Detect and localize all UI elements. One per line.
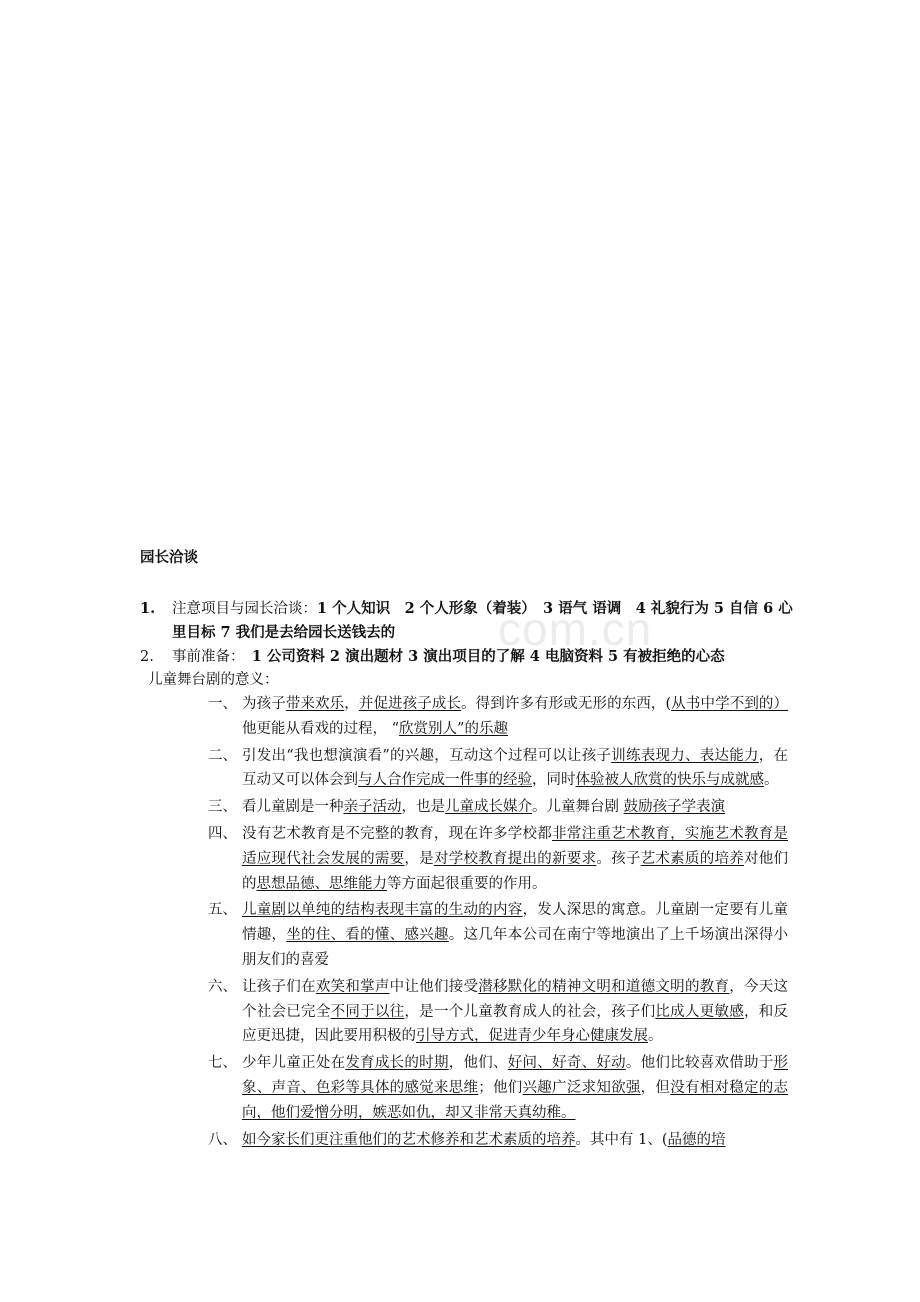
section-text	[242, 744, 788, 794]
underlined-phrase: 没有相对稳定的志向，他们爱憎分明，嫉恶如仇，却又非常天真幼稚。	[242, 1079, 789, 1121]
underlined-phrase: 鼓励孩子学表演	[623, 799, 726, 816]
section-item	[208, 898, 788, 972]
underlined-phrase: 非常注重艺术教育，实施艺术教育是适应现代社会发展的需要	[242, 825, 789, 867]
section-item	[208, 975, 788, 1049]
section-text	[242, 1128, 788, 1153]
document-title: 园长洽谈	[140, 549, 198, 566]
text-run: ；他们	[478, 1079, 523, 1096]
underlined-phrase: 形象、声音、色彩等具体的感觉来思维	[242, 1055, 789, 1096]
underlined-phrase: 亲子活动	[343, 799, 402, 816]
section-text	[242, 898, 788, 972]
list-item-label: 注意项目与园长洽谈：	[172, 601, 317, 617]
section-label: 二、	[208, 747, 237, 764]
text-run: ，也是	[401, 799, 445, 816]
underlined-phrase: 潜移默化的精神文明和道德文明的教育	[478, 978, 730, 995]
underlined-phrase: 欣赏别人”的乐趣	[399, 720, 508, 737]
list-item-body	[172, 597, 800, 645]
text-run: 。其中有 1、(	[575, 1131, 668, 1148]
text-run: 。这几年本公司在南宁等地演出了上千场演出深得小朋友们的喜爱	[242, 927, 789, 968]
list-number: 1.	[140, 600, 156, 617]
text-run: 他更能从看戏的过程， “	[242, 720, 400, 737]
text-run: 少年儿童正处在	[242, 1055, 346, 1072]
text-run: 。得到许多有形或无形的东西，(	[461, 696, 672, 712]
underlined-phrase: 与人合作完成一件事的经验	[358, 772, 532, 789]
text-run: ，他们、	[448, 1055, 508, 1072]
underlined-phrase: 兴趣广泛求知欲强	[522, 1079, 641, 1096]
section-item	[208, 744, 788, 794]
text-run: 为孩子	[242, 696, 286, 712]
section-label: 四、	[208, 825, 237, 842]
underlined-phrase: 艺术素质的培养	[640, 850, 744, 867]
underlined-phrase: 儿童成长媒介	[445, 799, 532, 816]
section-label: 六、	[208, 978, 237, 995]
text-run: ，是一个儿童教育成人的社会，孩子们	[404, 1003, 656, 1020]
text-run: ，但	[640, 1079, 671, 1096]
section-item	[208, 1051, 788, 1125]
text-run: ，和反应更迅捷，因此要用积极的	[242, 1003, 789, 1045]
list-number: 2.	[140, 649, 154, 665]
underlined-phrase: 带来欢乐	[285, 696, 345, 712]
text-run: ，今天这个社会已完全	[242, 978, 789, 1020]
text-run: 。	[648, 1028, 663, 1045]
underlined-phrase: 坐的住、看的懂、感兴趣	[286, 927, 449, 944]
underlined-phrase: 对学校教育提出的新要求	[433, 850, 597, 867]
list-item-text: 1 个人知识 2 个人形象（着装） 3 语气 语调 4 礼貌行为 5 自信 6 心里目标 7 我们是去给园长送钱去的	[172, 600, 793, 641]
text-run: 等方面起很重要的作用。	[387, 875, 547, 892]
text-run: ，是	[404, 850, 434, 867]
text-run: 。他们比较喜欢借助于	[625, 1055, 774, 1072]
section-text	[242, 692, 788, 742]
underlined-phrase: 如今家长们更注重他们的艺术修养和艺术素质的培养	[242, 1131, 576, 1148]
underlined-phrase: 训练表现力、表达能力	[611, 747, 759, 764]
text-run: 。	[764, 772, 779, 789]
section-item	[208, 692, 788, 742]
list-item-preparation	[140, 645, 800, 669]
underlined-phrase: 品德的培	[667, 1131, 726, 1148]
meaning-sections	[208, 692, 788, 1154]
underlined-phrase: 并促进孩子成长	[358, 696, 462, 712]
section-item	[208, 795, 788, 820]
underlined-phrase: 不同于以往	[330, 1003, 405, 1020]
text-run: ，同时	[532, 772, 576, 789]
text-run: 看儿童剧是一种	[242, 799, 344, 816]
section-text	[242, 795, 788, 820]
list-item-text: 1 公司资料 2 演出题材 3 演出项目的了解 4 电脑资料 5 有被拒绝的心态	[237, 648, 725, 665]
section-label: 八、	[208, 1131, 237, 1148]
text-run: ，发人深思的寓意。儿童剧一定要有儿童情趣，	[242, 902, 789, 944]
section-heading: 儿童舞台剧的意义：	[148, 672, 279, 688]
section-label: 一、	[208, 696, 237, 712]
text-run: 对他们的	[242, 850, 789, 892]
watermark: com.cn	[498, 603, 653, 655]
section-text	[242, 822, 788, 896]
underlined-phrase: 好问、好奇、好动	[507, 1055, 626, 1072]
section-text	[242, 975, 788, 1049]
underlined-phrase: 从书中学不到的）	[671, 696, 789, 712]
section-item	[208, 822, 788, 896]
list-item-notes	[140, 597, 800, 645]
underlined-phrase: 比成人更敏感	[655, 1003, 745, 1020]
numbered-list	[140, 597, 800, 669]
text-run: 。孩子	[596, 850, 641, 867]
text-run: 没有艺术教育是不完整的教育，现在许多学校都	[242, 825, 553, 842]
list-item-body	[172, 645, 800, 669]
underlined-phrase: 欢笑和掌声	[315, 978, 390, 995]
underlined-phrase: 体验被人欣赏的快乐与成就感	[575, 772, 764, 789]
text-run: ，在互动又可以体会到	[242, 747, 789, 789]
section-text	[242, 1051, 788, 1125]
text-run: 。儿童舞台剧	[532, 799, 624, 816]
underlined-phrase: 儿童剧以单纯的结构表现丰富的生动的内容	[242, 902, 523, 919]
section-label: 五、	[208, 902, 237, 919]
underlined-phrase: 思想品德、思维能力	[256, 875, 387, 892]
list-item-label: 事前准备：	[172, 649, 238, 665]
text-run: 让孩子们在	[242, 978, 316, 995]
underlined-phrase: 发育成长的时期	[345, 1055, 449, 1072]
section-label: 七、	[208, 1055, 237, 1072]
text-run: 中让他们接受	[389, 978, 479, 995]
section-item	[208, 1128, 788, 1153]
text-run: ，	[344, 696, 359, 712]
underlined-phrase: 引导方式，促进青少年身心健康发展	[416, 1028, 648, 1045]
text-run: 引发出“我也想演演看”的兴趣，互动这个过程可以让孩子	[242, 747, 612, 764]
section-label: 三、	[208, 799, 237, 816]
